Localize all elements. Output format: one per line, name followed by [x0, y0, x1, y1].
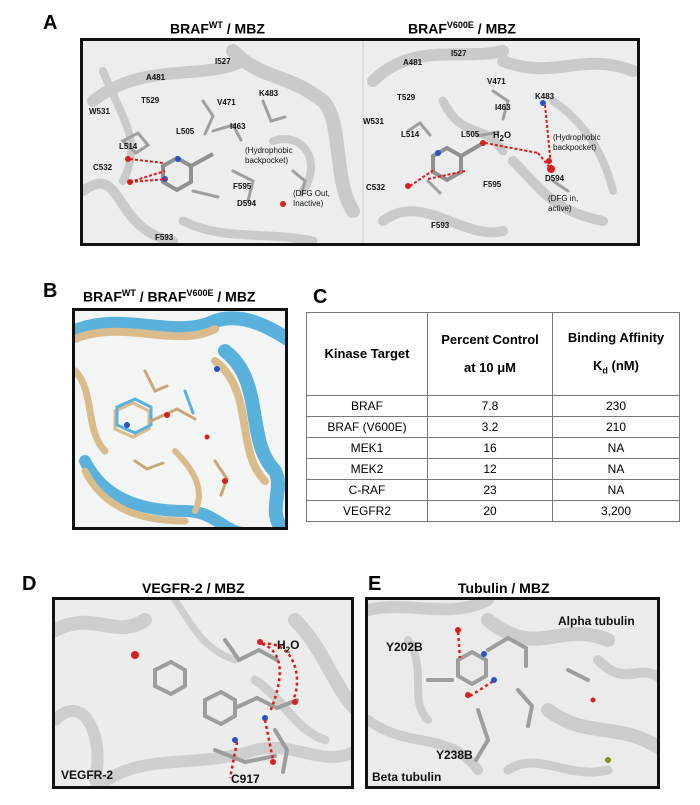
table-row — [307, 438, 680, 459]
panel-e-letter: E — [368, 573, 382, 595]
label-wt-i527: I527 — [215, 57, 231, 66]
panel-a-title-right: $BRAF^{V600E}$ / MBZ — [408, 20, 516, 37]
cell-kd: NA — [553, 480, 680, 501]
label-v600e-i463: I463 — [495, 103, 511, 112]
cell-target: BRAF — [307, 396, 428, 417]
label-d-h2o: $H_2O$ — [277, 638, 300, 655]
table-header-row — [307, 313, 680, 396]
label-v600e-v471: V471 — [487, 77, 506, 86]
panel-d-structure-image — [52, 597, 354, 789]
label-wt-f593: F593 — [155, 233, 174, 242]
header-percent-control: Percent Control at 10 μM — [428, 313, 553, 396]
cell-target: MEK2 — [307, 459, 428, 480]
label-v600e-c532: C532 — [366, 183, 386, 192]
cell-percent: 3.2 — [428, 417, 553, 438]
label-wt-k483: K483 — [259, 89, 279, 98]
panel-c-letter: C — [313, 286, 328, 308]
label-v600e-pocket: (Hydrophobic backpocket) — [553, 133, 601, 152]
label-v600e-f595: F595 — [483, 180, 502, 189]
cell-target: MEK1 — [307, 438, 428, 459]
table-row — [307, 480, 680, 501]
label-wt-a481: A481 — [146, 73, 166, 82]
cell-target: C-RAF — [307, 480, 428, 501]
kinase-binding-table — [306, 312, 680, 522]
cell-percent: 12 — [428, 459, 553, 480]
label-v600e-f593: F593 — [431, 221, 450, 230]
cell-kd: 210 — [553, 417, 680, 438]
label-e-y202b: Y202B — [386, 640, 423, 654]
label-v600e-l505: L505 — [461, 130, 480, 139]
cell-target: VEGFR2 — [307, 501, 428, 522]
label-d-c917: C917 — [231, 772, 260, 786]
table-row — [307, 396, 680, 417]
cell-kd: 230 — [553, 396, 680, 417]
label-v600e-w531: W531 — [363, 117, 384, 126]
label-wt-l505: L505 — [176, 127, 195, 136]
cell-target: BRAF (V600E) — [307, 417, 428, 438]
panel-b-letter: B — [43, 280, 58, 302]
label-e-beta: Beta tubulin — [372, 770, 442, 784]
label-v600e-l514: L514 — [401, 130, 420, 139]
label-v600e-d594: D594 — [545, 174, 565, 183]
panel-e-ribbon-art — [368, 600, 660, 789]
panel-d-letter: D — [22, 573, 37, 595]
label-wt-pocket: (Hydrophobic backpocket) — [245, 146, 293, 165]
cell-percent: 7.8 — [428, 396, 553, 417]
label-wt-f595: F595 — [233, 182, 252, 191]
label-wt-t529: T529 — [141, 96, 160, 105]
panel-a-letter: A — [43, 12, 58, 34]
panel-a-structure-image — [80, 38, 640, 246]
label-wt-dfg: (DFG Out, Inactive) — [293, 189, 330, 208]
label-wt-d594: D594 — [237, 199, 257, 208]
panel-b-overlay-image — [72, 308, 288, 530]
table-row — [307, 417, 680, 438]
panel-d-ribbon-art — [55, 600, 354, 789]
panel-e-structure-image — [365, 597, 660, 789]
label-wt-c532: C532 — [93, 163, 113, 172]
label-wt-w531: W531 — [89, 107, 110, 116]
label-e-alpha: Alpha tubulin — [558, 614, 635, 628]
label-wt-i463: I463 — [230, 122, 246, 131]
panel-d-title: VEGFR-2 / MBZ — [142, 580, 245, 596]
label-e-y238b: Y238B — [436, 748, 473, 762]
label-v600e-h2o: $H_2O$ — [493, 130, 511, 143]
label-v600e-k483: K483 — [535, 92, 555, 101]
panel-e-title: Tubulin / MBZ — [458, 580, 550, 596]
cell-kd: 3,200 — [553, 501, 680, 522]
cell-percent: 20 — [428, 501, 553, 522]
label-v600e-a481: A481 — [403, 58, 423, 67]
table-row — [307, 459, 680, 480]
panel-a-title-left: $BRAF^{WT}$ / MBZ — [170, 20, 265, 37]
label-wt-v471: V471 — [217, 98, 236, 107]
label-d-vegfr2: VEGFR-2 — [61, 768, 114, 782]
label-wt-l514: L514 — [119, 142, 138, 151]
label-v600e-t529: T529 — [397, 93, 416, 102]
label-v600e-i527: I527 — [451, 49, 467, 58]
panel-b-title: $BRAF^{WT}$ / $BRAF^{V600E}$ / MBZ — [83, 288, 256, 305]
cell-kd: NA — [553, 459, 680, 480]
header-kinase-target: Kinase Target — [307, 313, 428, 396]
header-binding-affinity: Binding Affinity $K_d$ (nM) — [553, 313, 680, 396]
table-row — [307, 501, 680, 522]
cell-percent: 23 — [428, 480, 553, 501]
label-v600e-dfg: (DFG in, active) — [548, 194, 579, 213]
cell-kd: NA — [553, 438, 680, 459]
panel-b-ribbon-art — [75, 311, 288, 530]
cell-percent: 16 — [428, 438, 553, 459]
